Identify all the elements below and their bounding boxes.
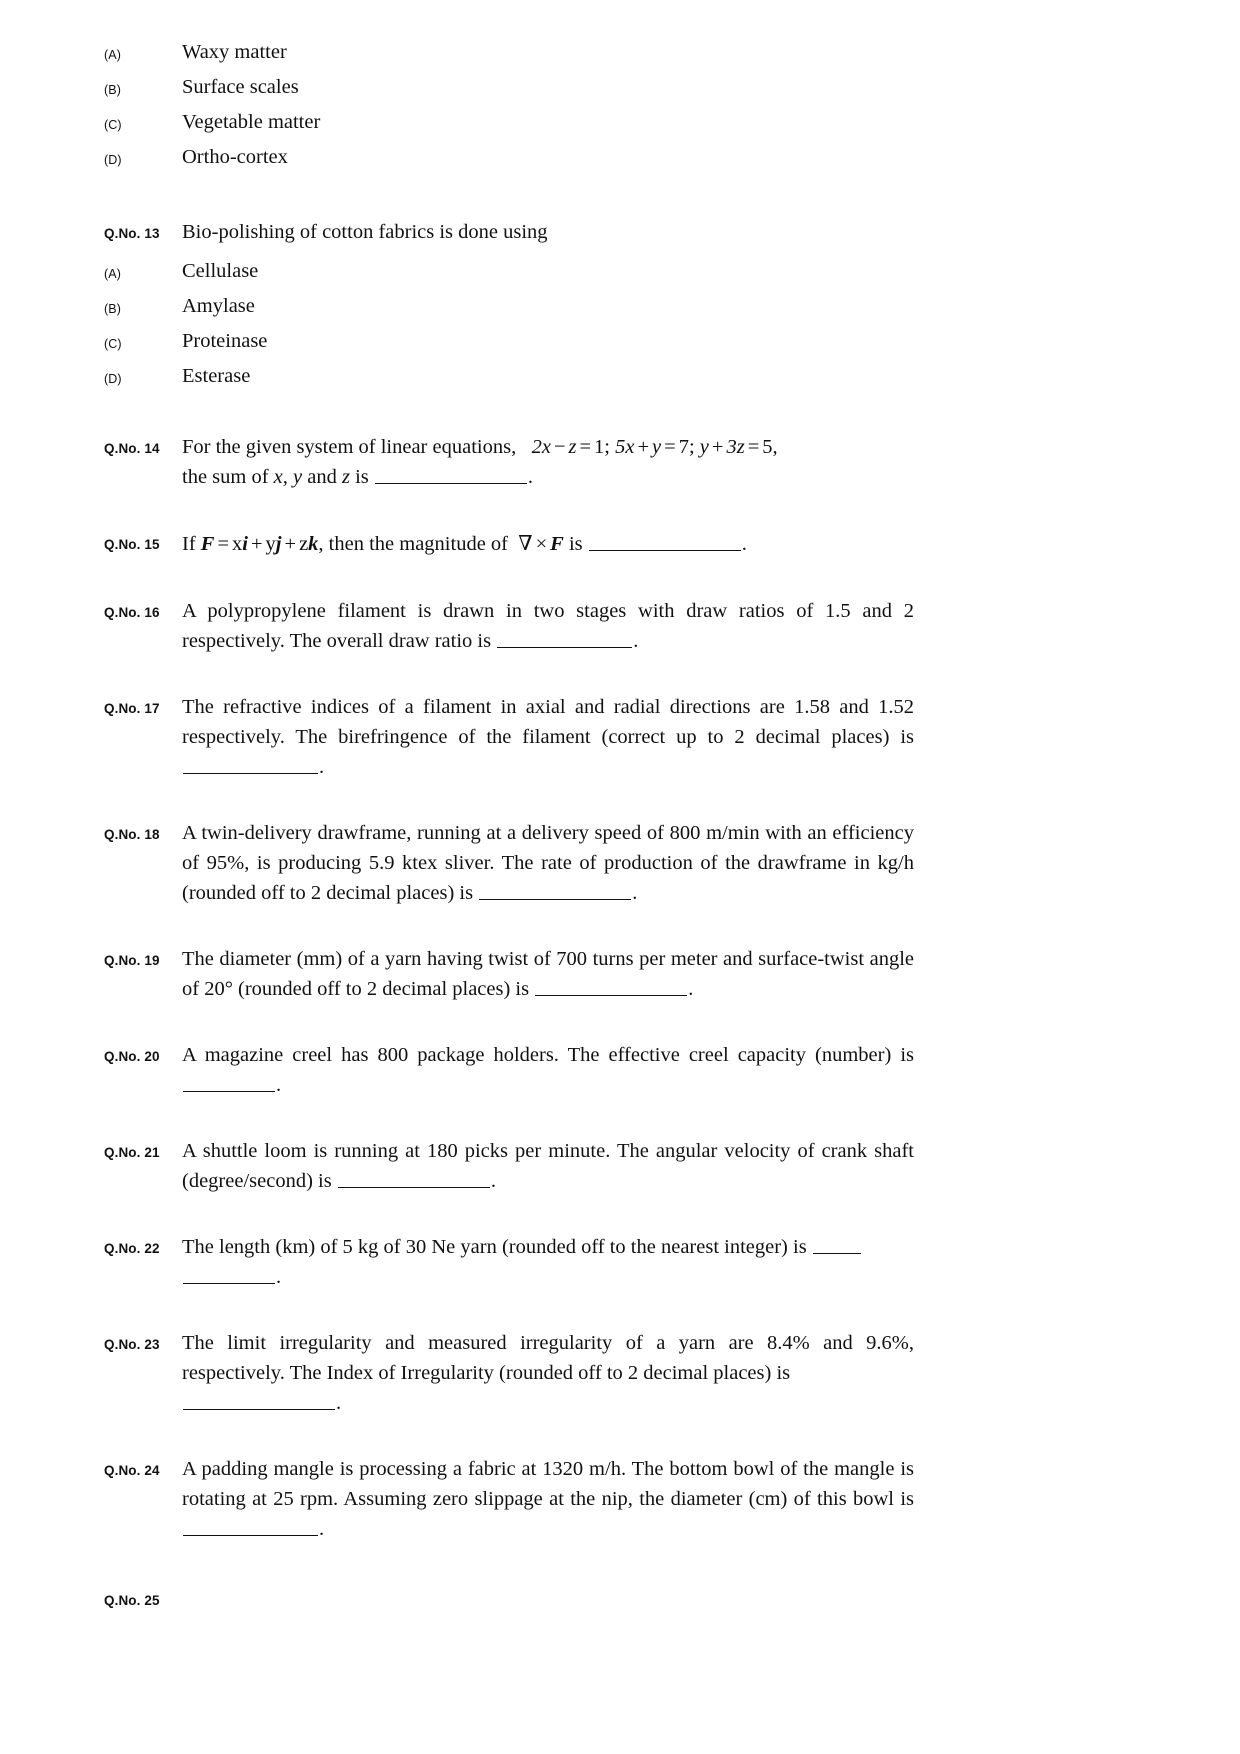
question-stem-row (104, 1584, 914, 1616)
question-number: Q.No. 25 (104, 1593, 160, 1608)
answer-blank[interactable] (479, 882, 631, 900)
question-block-16 (104, 596, 914, 656)
question-stem-row (104, 944, 914, 1004)
stem-fragment: The limit irregularity and measured irregularity of a yarn are 8.4% and 9.6%, respectively. The Index of Irregularity (rounded off to 2 decimal places) is (182, 1332, 914, 1384)
stem-fragment: the sum of (182, 466, 269, 488)
option-text: Cellulase (182, 260, 259, 282)
stem-trailing: . (319, 756, 325, 778)
answer-blank[interactable] (375, 466, 527, 484)
stem-trailing: . (276, 1266, 282, 1288)
vector-field-definition: F = xi + yj + zk, (200, 533, 329, 555)
stem-fragment: For the given system of linear equations, (182, 436, 517, 458)
question-stem-row (104, 692, 914, 782)
option-letter: (D) (104, 153, 122, 167)
stem-fragment: If (182, 533, 196, 555)
stem-fragment: A padding mangle is processing a fabric at 1320 m/h. The bottom bowl of the mangle is rotating at 25 rpm. Assuming zero slippage at the nip, the diameter (cm) of this bowl is (182, 1458, 914, 1510)
question-block-25 (104, 1584, 914, 1616)
question-number: Q.No. 15 (104, 537, 160, 552)
stem-fragment: A magazine creel has 800 package holders. The effective creel capacity (number) is (182, 1044, 914, 1066)
answer-blank[interactable] (183, 1518, 318, 1536)
option-row[interactable] (104, 143, 914, 175)
option-text: Amylase (182, 295, 255, 317)
question-number: Q.No. 18 (104, 827, 160, 842)
answer-blank[interactable] (497, 630, 632, 648)
option-row[interactable] (104, 257, 914, 289)
question-text (182, 528, 914, 559)
question-text (182, 1328, 914, 1418)
question-stem-row (104, 1328, 914, 1418)
curl-expression: ∇ × F (518, 531, 564, 555)
question-block-15 (104, 528, 914, 560)
answer-blank-start[interactable] (813, 1236, 861, 1254)
stem-fragment: The diameter (mm) of a yarn having twist of 700 turns per meter and surface-twist angle of 20° (rounded off to 2 decimal places) is (182, 948, 914, 1000)
question-text: Bio-polishing of cotton fabrics is done using (182, 221, 548, 243)
answer-blank[interactable] (589, 533, 741, 551)
question-block-18 (104, 818, 914, 908)
option-row[interactable] (104, 362, 914, 394)
question-block-22 (104, 1232, 914, 1292)
option-row[interactable] (104, 38, 914, 70)
linear-equations: 2x − z = 1; 5x + y = 7; y + 3z = 5, (531, 436, 778, 458)
option-text: Vegetable matter (182, 111, 321, 133)
question-number: Q.No. 20 (104, 1049, 160, 1064)
stem-trailing: . (741, 533, 747, 555)
question-block-14 (104, 432, 914, 492)
option-letter: (C) (104, 118, 122, 132)
answer-blank[interactable] (183, 1266, 275, 1284)
question-number: Q.No. 22 (104, 1241, 160, 1256)
option-row[interactable] (104, 327, 914, 359)
question-block-17 (104, 692, 914, 782)
question-text (182, 1136, 914, 1196)
question-number: Q.No. 16 (104, 605, 160, 620)
question-stem-row (104, 1454, 914, 1544)
stem-fragment: then the magnitude of (328, 533, 508, 555)
question-stem-row (104, 217, 914, 249)
stem-trailing: . (336, 1392, 342, 1414)
stem-trailing: . (527, 466, 534, 488)
stem-trailing: . (276, 1074, 282, 1096)
question-number: Q.No. 14 (104, 441, 160, 456)
stem-fragment: A polypropylene filament is drawn in two stages with draw ratios of 1.5 and 2 respectively. The overall draw ratio is (182, 600, 914, 652)
option-letter: (C) (104, 337, 122, 351)
question-text (182, 1232, 914, 1292)
stem-trailing: . (319, 1518, 325, 1540)
option-letter: (A) (104, 267, 121, 281)
question-number: Q.No. 23 (104, 1337, 160, 1352)
question-number: Q.No. 24 (104, 1463, 160, 1478)
question-text (182, 818, 914, 908)
option-row[interactable] (104, 292, 914, 324)
question-number: Q.No. 19 (104, 953, 160, 968)
option-text: Ortho-cortex (182, 146, 288, 168)
stem-fragment: The refractive indices of a filament in axial and radial directions are 1.58 and 1.52 respectively. The birefringence of the filament (correct up to 2 decimal places) is (182, 696, 914, 748)
answer-blank[interactable] (183, 1074, 275, 1092)
option-group (104, 257, 914, 394)
option-letter: (B) (104, 302, 121, 316)
question-stem-row (104, 1040, 914, 1100)
question-block-23 (104, 1328, 914, 1418)
stem-trailing: . (632, 882, 638, 904)
variable-z: z (341, 466, 350, 488)
answer-blank[interactable] (183, 756, 318, 774)
stem-fragment: A twin-delivery drawframe, running at a delivery speed of 800 m/min with an efficiency of 95%, is producing 5.9 ktex sliver. The rate of production of the drawframe in kg/h (rounded off to 2 decimal places) is (182, 822, 914, 904)
option-row[interactable] (104, 73, 914, 105)
option-text: Waxy matter (182, 41, 287, 63)
question-text (182, 692, 914, 782)
question-text (182, 596, 914, 656)
stem-trailing: . (688, 978, 694, 1000)
question-block-24 (104, 1454, 914, 1544)
stem-trailing: . (633, 630, 639, 652)
option-text: Surface scales (182, 76, 299, 98)
page-content (104, 38, 914, 1616)
variables-xy: x, y (273, 466, 303, 488)
stem-fragment: and (307, 466, 337, 488)
question-text (182, 432, 914, 492)
stem-fragment: is (568, 533, 583, 555)
question-block-19 (104, 944, 914, 1004)
stem-fragment: The length (km) of 5 kg of 30 Ne yarn (rounded off to the nearest integer) is (182, 1236, 807, 1258)
orphan-option-group (104, 38, 914, 175)
question-block-20 (104, 1040, 914, 1100)
question-stem-row (104, 1232, 914, 1292)
question-text (182, 1454, 914, 1544)
option-letter: (B) (104, 83, 121, 97)
stem-fragment: A shuttle loom is running at 180 picks per minute. The angular velocity of crank shaft (degree/second) is (182, 1140, 914, 1192)
question-block-13 (104, 217, 914, 394)
question-stem-row (104, 596, 914, 656)
question-number: Q.No. 17 (104, 701, 160, 716)
question-stem-row (104, 528, 914, 560)
question-number: Q.No. 13 (104, 226, 160, 241)
question-stem-row (104, 818, 914, 908)
question-block-21 (104, 1136, 914, 1196)
option-text: Proteinase (182, 330, 268, 352)
question-stem-row (104, 432, 914, 492)
option-row[interactable] (104, 108, 914, 140)
stem-trailing: . (490, 1170, 496, 1192)
option-letter: (D) (104, 372, 122, 386)
question-text (182, 1040, 914, 1100)
option-text: Esterase (182, 365, 251, 387)
stem-fragment: is (355, 466, 369, 488)
option-letter: (A) (104, 48, 121, 62)
answer-blank[interactable] (338, 1170, 490, 1188)
question-text (182, 944, 914, 1004)
answer-blank[interactable] (183, 1392, 335, 1410)
question-number: Q.No. 21 (104, 1145, 160, 1160)
answer-blank[interactable] (535, 978, 687, 996)
question-stem-row (104, 1136, 914, 1196)
